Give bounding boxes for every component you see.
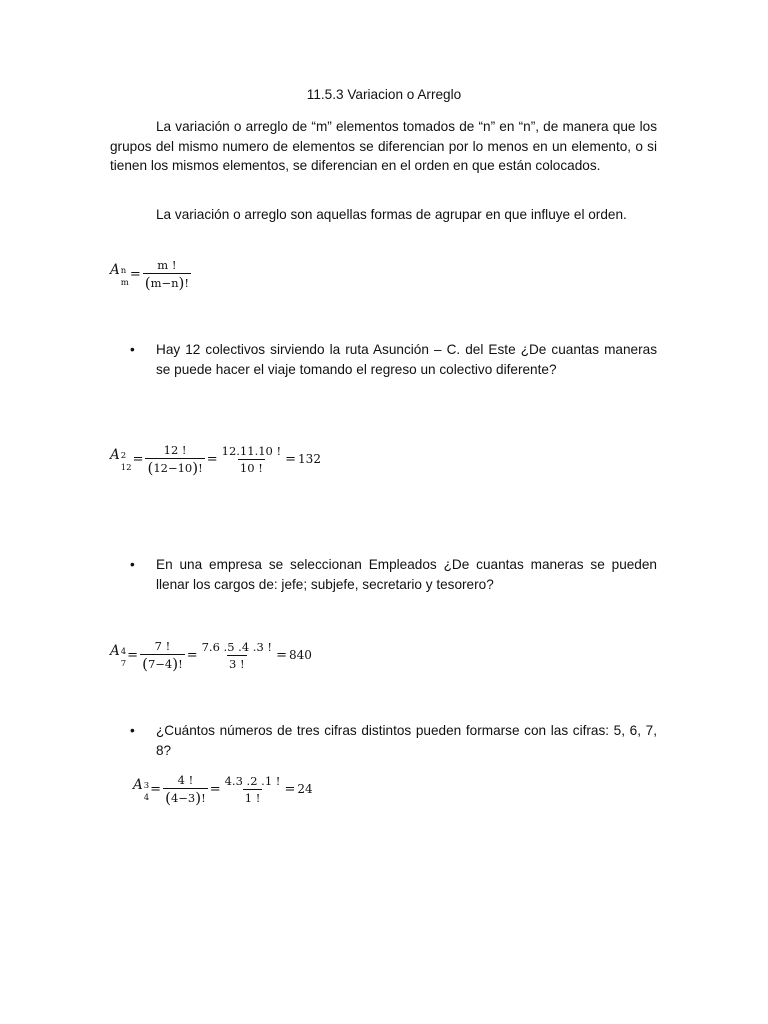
formula-result: 132 bbox=[298, 452, 321, 466]
bullet-icon: • bbox=[130, 557, 135, 572]
formula-symbol: A 3 4 bbox=[133, 777, 150, 803]
example-1-text: Hay 12 colectivos sirviendo la ruta Asunción – C. del Este ¿De cuantas maneras se puede hacer el viaje tomando el regreso un colectivo diferente? bbox=[156, 342, 657, 377]
equals-sign: = bbox=[129, 266, 141, 282]
example-1-formula: A 2 12 = $\frac{12 !}{(12-10)!}$ = $\frac{12.11.10 !}{10 !}$ = 132 bbox=[110, 443, 321, 477]
paragraph-definition-text: La variación o arreglo de “m” elementos tomados de “n” en “n”, de manera que los grupos del mismo numero de elementos se diferencian por lo menos en un elemento, o si tienen los mismos elementos, se diferencian en el orden en que están colocados. bbox=[110, 119, 657, 173]
bullet-icon: • bbox=[130, 342, 135, 357]
formula-fraction: $\frac{7 !}{(7-4)!}$ bbox=[142, 639, 183, 673]
example-2-text: En una empresa se seleccionan Empleados ¿De cuantas maneras se pueden llenar los cargos de: jefe; subjefe, secretario y tesorero? bbox=[156, 557, 657, 592]
formula-fraction: $\frac{7.6 .5 .4 .3 !}{3 !}$ bbox=[201, 639, 273, 671]
formula-fraction: $\frac{12.11.10 !}{10 !}$ bbox=[221, 443, 282, 475]
formula-symbol: A 4 7 bbox=[110, 643, 127, 669]
formula-symbol: A 2 12 bbox=[110, 447, 132, 473]
paragraph-definition bbox=[110, 117, 657, 176]
formula-result: 24 bbox=[297, 782, 313, 796]
formula-fraction: $\frac{4.3 .2 .1 !}{1 !}$ bbox=[224, 773, 281, 805]
example-3-text: ¿Cuántos números de tres cifras distintos pueden formarse con las cifras: 5, 6, 7, 8? bbox=[156, 723, 657, 758]
formula-fraction: $\frac{m !}{(m-n)!}$ bbox=[144, 258, 190, 292]
bullet-icon: • bbox=[130, 723, 135, 738]
formula-fraction: $\frac{12 !}{(12-10)!}$ bbox=[147, 443, 203, 477]
example-1 bbox=[130, 340, 657, 379]
formula-fraction: $\frac{4 !}{(4-3)!}$ bbox=[165, 773, 206, 807]
paragraph-order-text: La variación o arreglo son aquellas formas de agrupar en que influye el orden. bbox=[156, 207, 627, 222]
section-title: 11.5.3 Variacion o Arreglo bbox=[306, 87, 462, 102]
general-formula bbox=[110, 258, 192, 290]
example-2 bbox=[130, 555, 657, 594]
formula-symbol: A n m bbox=[110, 262, 129, 288]
example-2-formula: A 4 7 = $\frac{7 !}{(7-4)!}$ = $\frac{7.6 .5 .4 .3 !}{3 !}$ = 840 bbox=[110, 639, 312, 673]
formula-result: 840 bbox=[288, 648, 312, 662]
example-3-formula: A 3 4 = $\frac{4 !}{(4-3)!}$ = $\frac{4.3 .2 .1 !}{1 !}$ = 24 bbox=[133, 773, 313, 807]
example-3 bbox=[130, 721, 657, 760]
paragraph-order bbox=[110, 205, 657, 225]
